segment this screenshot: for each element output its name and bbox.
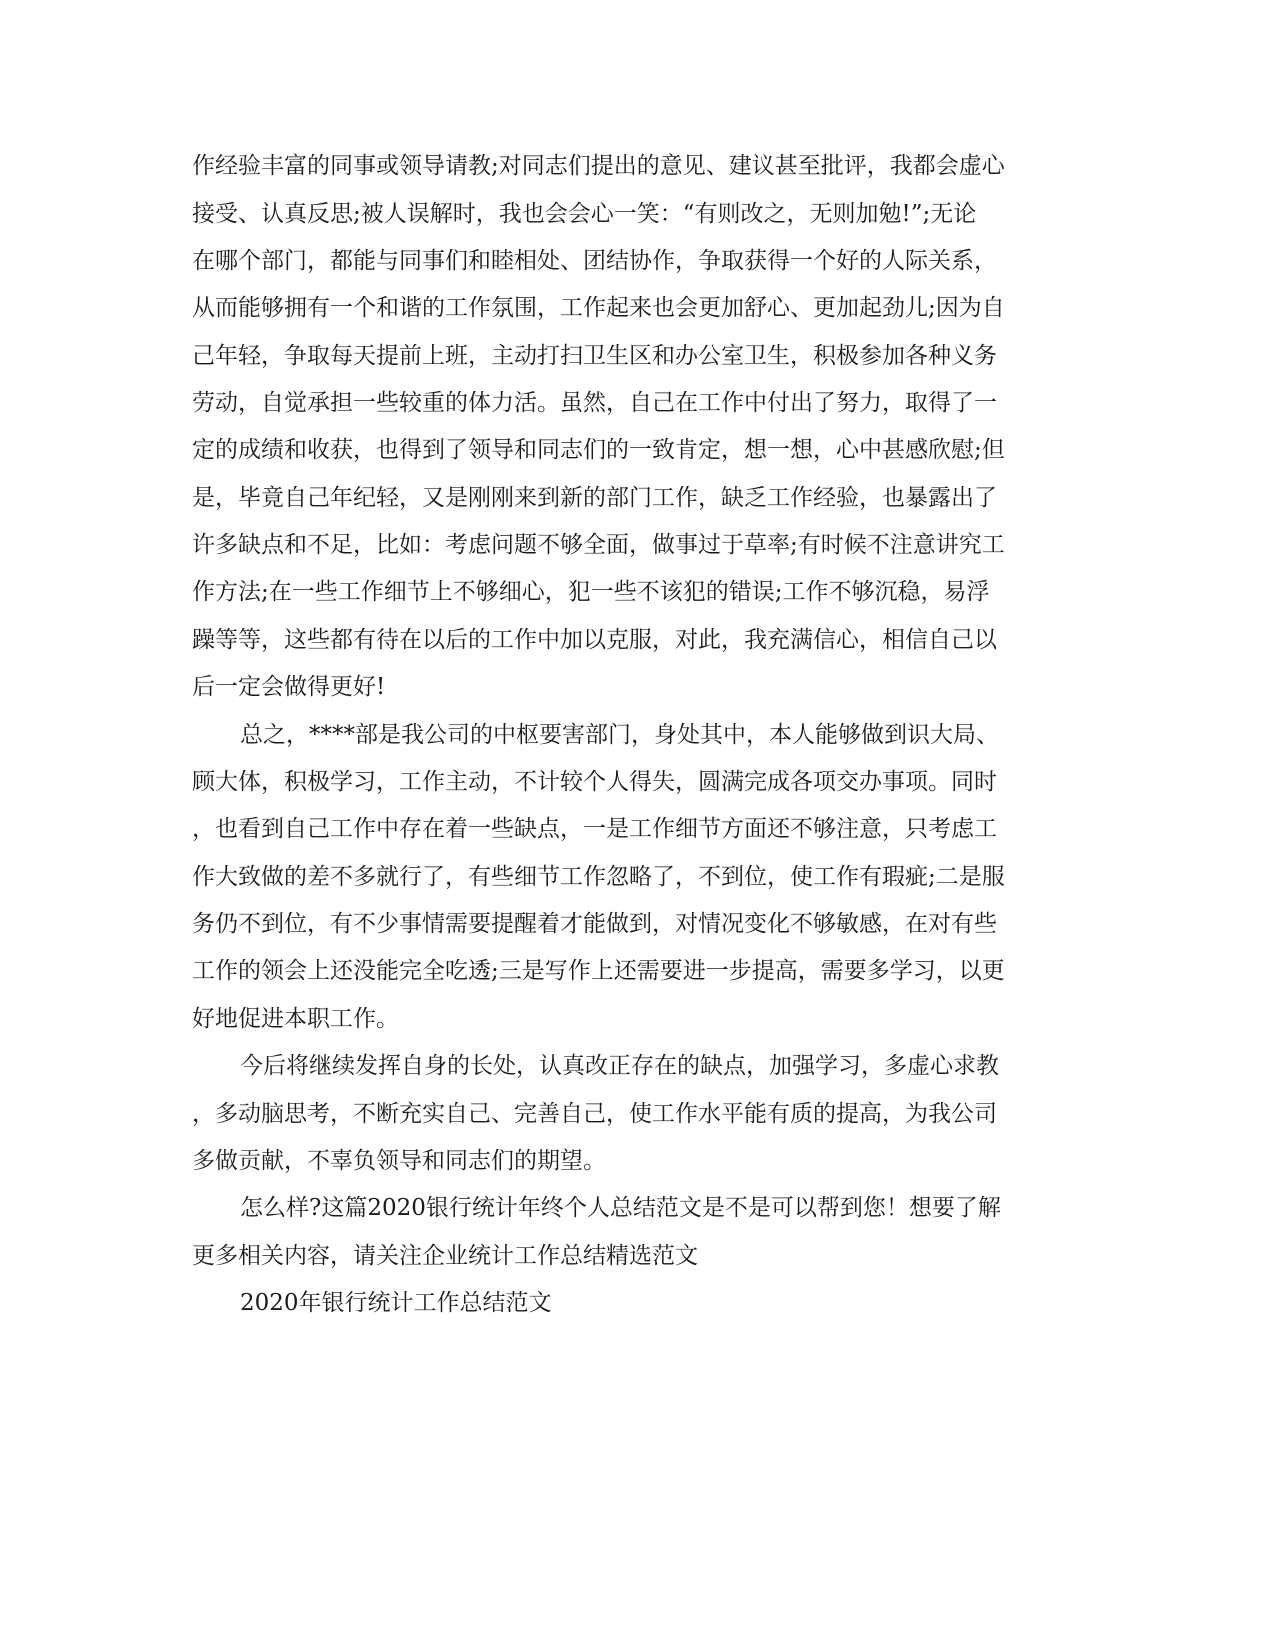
body-text-line: 后一定会做得更好!: [192, 674, 386, 700]
body-text-line: 劳动，自觉承担一些较重的体力活。虽然，自己在工作中付出了努力，取得了一: [192, 390, 997, 416]
body-text-line: 作大致做的差不多就行了，有些细节工作忽略了，不到位，使工作有瑕疵;二是服: [192, 864, 1005, 890]
body-text-line: 作经验丰富的同事或领导请教;对同志们提出的意见、建议甚至批评，我都会虚心: [192, 153, 1005, 179]
body-text-line: 更多相关内容，请关注企业统计工作总结精选范文: [192, 1243, 698, 1269]
body-text-line: 作方法;在一些工作细节上不够细心，犯一些不该犯的错误;工作不够沉稳，易浮: [192, 579, 990, 605]
body-text-line: 己年轻，争取每天提前上班，主动打扫卫生区和办公室卫生，积极参加各种义务: [192, 343, 997, 369]
body-text-line: 好地促进本职工作。: [192, 1006, 399, 1032]
body-text-line: 务仍不到位，有不少事情需要提醒着才能做到，对情况变化不够敏感，在对有些: [192, 911, 997, 937]
related-article-title: 2020年银行统计工作总结范文: [240, 1290, 552, 1316]
body-text-line: ，多动脑思考，不断充实自己、完善自己，使工作水平能有质的提高，为我公司: [192, 1101, 997, 1127]
paragraph-start-line: 总之，****部是我公司的中枢要害部门，身处其中，本人能够做到识大局、: [240, 722, 999, 748]
body-text-line: 多做贡献，不辜负领导和同志们的期望。: [192, 1148, 606, 1174]
body-text-line: 工作的领会上还没能完全吃透;三是写作上还需要进一步提高，需要多学习，以更: [192, 958, 1005, 984]
body-text-line: 在哪个部门，都能与同事们和睦相处、团结协作，争取获得一个好的人际关系，: [192, 248, 997, 274]
body-text-line: 许多缺点和不足，比如：考虑问题不够全面，做事过于草率;有时候不注意讲究工: [192, 532, 1005, 558]
body-text-line: 从而能够拥有一个和谐的工作氛围，工作起来也会更加舒心、更加起劲儿;因为自: [192, 295, 1005, 321]
paragraph-start-line: 今后将继续发挥自身的长处，认真改正存在的缺点，加强学习，多虚心求教: [240, 1053, 999, 1079]
body-text-line: ，也看到自己工作中存在着一些缺点，一是工作细节方面还不够注意，只考虑工: [192, 816, 997, 842]
body-text-line: 顾大体，积极学习，工作主动，不计较个人得失，圆满完成各项交办事项。同时: [192, 769, 997, 795]
body-text-line: 躁等等，这些都有待在以后的工作中加以克服，对此，我充满信心，相信自己以: [192, 627, 997, 653]
paragraph-start-line: 怎么样?这篇2020银行统计年终个人总结范文是不是可以帮到您！想要了解: [240, 1195, 1001, 1221]
body-text-line: 接受、认真反思;被人误解时，我也会会心一笑：“有则改之，无则加勉!”;无论: [192, 201, 977, 227]
body-text-line: 是，毕竟自己年纪轻，又是刚刚来到新的部门工作，缺乏工作经验，也暴露出了: [192, 485, 997, 511]
body-text-line: 定的成绩和收获，也得到了领导和同志们的一致肯定，想一想，心中甚感欣慰;但: [192, 437, 1005, 463]
